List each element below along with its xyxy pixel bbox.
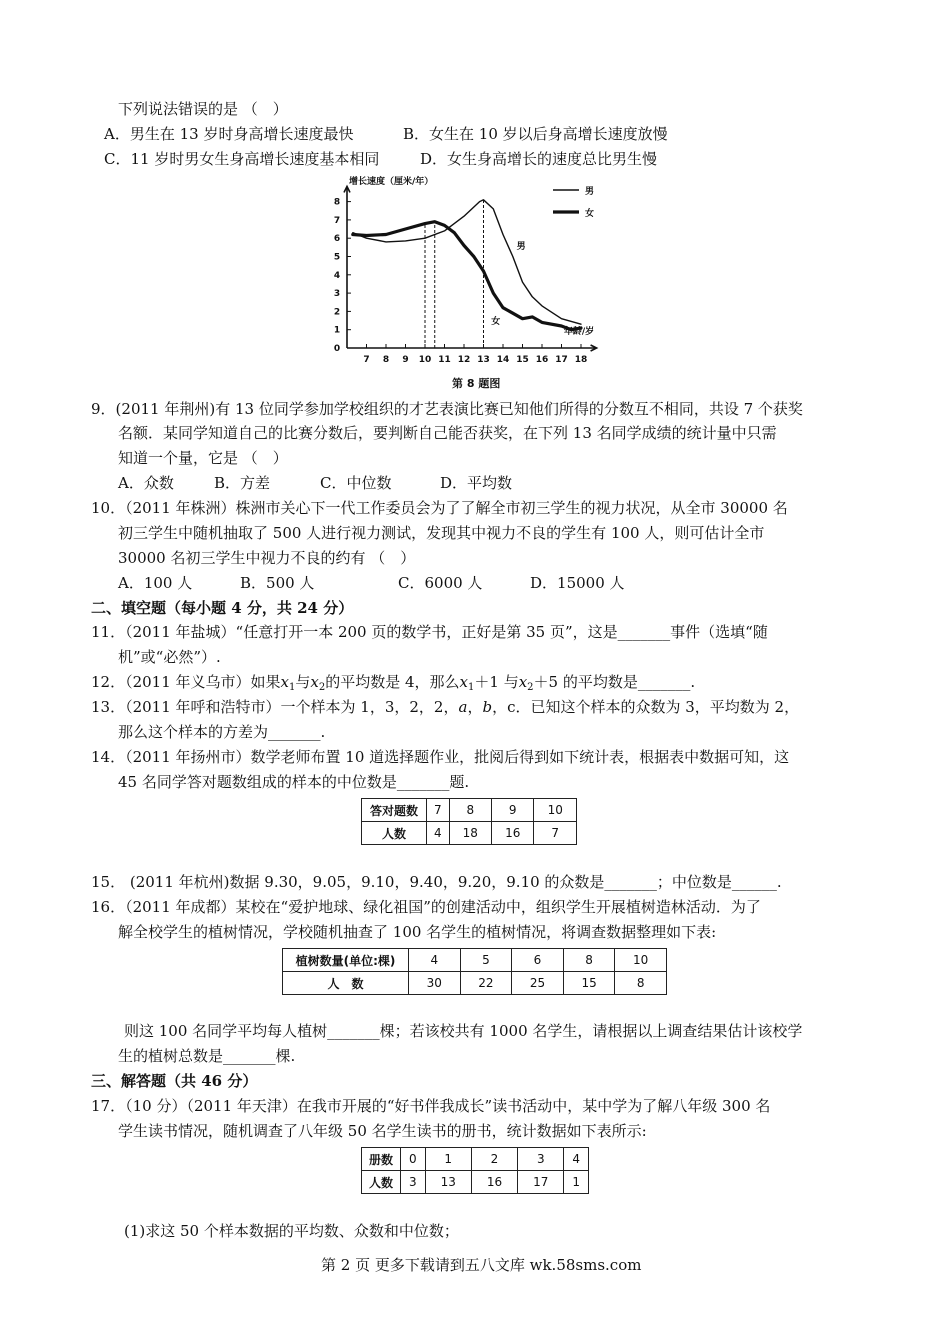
q12-mid3: ＋1 与 — [474, 673, 519, 691]
q9-option-a: A．众数 — [118, 474, 174, 492]
q9-line1: 9．(2011 年荆州)有 13 位同学参加学校组织的才艺表演比赛已知他们所得的分数互不相同，共设 7 个获奖 — [91, 400, 803, 418]
table-cell: 30 — [409, 972, 461, 995]
q12-mid2: 的平均数是 4，那么 — [325, 673, 460, 691]
q12-sub: 2 — [527, 682, 534, 693]
table-cell: 1 — [425, 1148, 471, 1171]
x-tick-label: 9 — [402, 355, 409, 365]
q16-line2: 解全校学生的植树情况，学校随机抽查了 100 名学生的植树情况，将调查数据整理如下表: — [118, 923, 717, 941]
y-tick-label: 2 — [333, 307, 341, 318]
x-tick-label: 11 — [438, 355, 451, 365]
q12-var-x: x — [518, 673, 528, 691]
table-cell: 8 — [449, 799, 491, 822]
annotation-girls: 女 — [491, 317, 501, 328]
annotation-boys: 男 — [516, 242, 526, 253]
y-tick-label: 5 — [333, 252, 341, 263]
q9-option-b: B．方差 — [214, 474, 271, 492]
q9-option-c: C．中位数 — [320, 474, 392, 492]
q10-option-d: D．15000 人 — [530, 574, 625, 592]
x-tick-label: 7 — [363, 355, 370, 365]
x-tick-label: 8 — [382, 355, 390, 365]
table-cell: 1 — [564, 1171, 589, 1194]
q8-option-c: C．11 岁时男女生身高增长速度基本相同 — [104, 150, 380, 168]
q10-line2: 初三学生中随机抽取了 500 人进行视力测试，发现其中视力不良的学生有 100 人，则可估计全市 — [118, 524, 765, 542]
table-cell: 6 — [512, 949, 564, 972]
section-3-title: 三、解答题（共 46 分） — [91, 1072, 258, 1090]
q9-option-d: D．平均数 — [440, 474, 513, 492]
y-tick-label: 3 — [333, 289, 341, 300]
table-cell: 8 — [563, 949, 615, 972]
q14-line1: 14．（2011 年扬州市）数学老师布置 10 道选择题作业，批阅后得到如下统计表，根据表中数据可知，这 — [91, 748, 790, 766]
table-cell: 9 — [492, 799, 534, 822]
q16-line4: 生的植树总数是_______棵. — [118, 1047, 296, 1065]
q13-pre: 13．（2011 年呼和浩特市）一个样本为 1，3，2，2， — [91, 698, 459, 716]
section-2-title: 二、填空题（每小题 4 分，共 24 分） — [91, 599, 354, 617]
table-cell: 植树数量(单位:棵) — [283, 949, 409, 972]
q14-line2: 45 名同学答对题数组成的样本的中位数是_______题. — [118, 773, 470, 791]
q12-sub: 1 — [289, 682, 296, 693]
y-tick-label: 4 — [333, 270, 341, 281]
table-cell: 13 — [425, 1171, 471, 1194]
table-cell: 18 — [449, 822, 491, 845]
y-tick-label: 0 — [333, 344, 341, 354]
q8-option-a: A．男生在 13 岁时身高增长速度最快 — [104, 125, 354, 143]
q13-line2: 那么这个样本的方差为_______. — [118, 723, 326, 741]
q8-option-b: B．女生在 10 岁以后身高增长速度放慢 — [403, 125, 668, 143]
x-axis-label: 年龄/岁 — [563, 327, 595, 337]
q10-line3: 30000 名初三学生中视力不良的约有 （ ） — [118, 549, 416, 567]
x-tick-label: 10 — [418, 355, 432, 365]
table-row — [362, 822, 577, 845]
series-line-girls — [353, 222, 581, 330]
q13-comma: ， — [467, 698, 483, 716]
q8-figure-caption: 第 8 题图 — [452, 377, 501, 390]
q8-growth-chart — [325, 172, 635, 394]
q12-var-x: x — [459, 673, 469, 691]
table-cell: 10 — [534, 799, 577, 822]
q17-line2: 学生读书情况，随机调查了八年级 50 名学生读书的册书，统计数据如下表所示: — [118, 1122, 647, 1140]
q12-sub: 2 — [318, 682, 326, 693]
y-tick-label: 1 — [333, 325, 341, 336]
table-row — [283, 949, 667, 972]
q12-line1 — [91, 672, 695, 698]
series-line-boys — [353, 200, 581, 324]
x-tick-label: 16 — [535, 355, 549, 365]
y-tick-label: 7 — [333, 215, 341, 226]
table-cell: 17 — [518, 1171, 564, 1194]
page-footer: 第 2 页 更多下载请到五八文库 wk.58sms.com — [321, 1256, 642, 1274]
q16-line1: 16．（2011 年成都）某校在“爱护地球、绿化祖国”的创建活动中，组织学生开展植树造林活动．为了 — [91, 898, 761, 916]
table-cell: 4 — [409, 949, 461, 972]
q17-sub1: (1)求这 50 个样本数据的平均数、众数和中位数； — [124, 1222, 459, 1240]
q12-pre: 12．（2011 年义乌市）如果 — [91, 673, 281, 691]
q16-line3: 则这 100 名同学平均每人植树_______棵；若该校共有 1000 名学生，请根据以上调查结果估计该校学 — [124, 1022, 803, 1040]
table-cell: 答对题数 — [362, 799, 427, 822]
table-cell: 4 — [427, 822, 450, 845]
q10-option-a: A．100 人 — [118, 574, 193, 592]
q13-line1 — [91, 697, 799, 717]
table-cell: 人数 — [362, 822, 427, 845]
q12-post: ＋5 的平均数是_______. — [533, 673, 696, 691]
q8-stem: 下列说法错误的是 （ ） — [118, 100, 288, 118]
q9-line3: 知道一个量，它是 （ ） — [118, 449, 288, 467]
table-cell: 人数 — [362, 1171, 401, 1194]
table-cell: 7 — [427, 799, 450, 822]
table-cell: 22 — [460, 972, 512, 995]
table-cell: 册数 — [362, 1148, 401, 1171]
x-tick-label: 14 — [496, 355, 510, 365]
y-tick-label: 8 — [333, 197, 341, 208]
q8-option-d: D．女生身高增长的速度总比男生慢 — [420, 150, 658, 168]
table-cell: 2 — [471, 1148, 517, 1171]
q13-var-b: b — [482, 698, 493, 716]
q12-var-x: x — [280, 673, 289, 691]
x-tick-label: 12 — [457, 355, 471, 365]
q17-line1: 17．（10 分）（2011 年天津）在我市开展的“好书伴我成长”读书活动中，某中学为了解八年级 300 名 — [91, 1097, 771, 1115]
table-cell: 15 — [563, 972, 615, 995]
x-tick-label: 17 — [555, 355, 568, 365]
q11-line1: 11．（2011 年盐城）“任意打开一本 200 页的数学书，正好是第 35 页”，这是_______事件（选填“随 — [91, 623, 768, 641]
y-tick-label: 6 — [333, 234, 341, 245]
legend-label: 女 — [585, 209, 595, 219]
table-row — [362, 1148, 589, 1171]
table-cell: 10 — [615, 949, 667, 972]
q9-line2: 名额．某同学知道自己的比赛分数后，要判断自己能否获奖，在下列 13 名同学成绩的统计量中只需 — [118, 424, 777, 442]
x-tick-label: 18 — [574, 355, 588, 365]
table-cell: 5 — [460, 949, 512, 972]
table-cell: 人 数 — [283, 972, 409, 995]
q10-option-c: C．6000 人 — [398, 574, 483, 592]
x-tick-label: 15 — [516, 355, 529, 365]
legend-label: 男 — [585, 187, 595, 197]
q12-mid1: 与 — [295, 673, 311, 691]
table-cell: 4 — [564, 1148, 589, 1171]
q12-sub: 1 — [468, 682, 475, 693]
x-tick-label: 13 — [477, 355, 490, 365]
table-cell: 3 — [401, 1171, 426, 1194]
table-cell: 16 — [471, 1171, 517, 1194]
q13-var-a: a — [458, 698, 468, 716]
q14-table — [361, 798, 577, 845]
table-cell: 25 — [512, 972, 564, 995]
table-cell: 7 — [534, 822, 577, 845]
q13-post: ，c．已知这个样本的众数为 3，平均数为 2， — [492, 698, 800, 716]
y-axis-label: 增长速度（厘米/年） — [349, 177, 434, 187]
table-row — [362, 799, 577, 822]
table-cell: 16 — [492, 822, 534, 845]
q16-table — [282, 948, 667, 995]
q17-table — [361, 1147, 589, 1194]
q12-var-x: x — [310, 673, 319, 691]
q10-option-b: B．500 人 — [240, 574, 315, 592]
table-cell: 0 — [401, 1148, 426, 1171]
q11-line2: 机”或“必然”）. — [118, 648, 221, 666]
q10-line1: 10．（2011 年株洲）株洲市关心下一代工作委员会为了了解全市初三学生的视力状况，从全市 30000 名 — [91, 499, 788, 517]
table-row — [362, 1171, 589, 1194]
table-row — [283, 972, 667, 995]
q15-line1: 15． (2011 年杭州)数据 9.30，9.05，9.10，9.40，9.20，9.10 的众数是_______；中位数是______. — [91, 873, 782, 891]
table-cell: 8 — [615, 972, 667, 995]
table-cell: 3 — [518, 1148, 564, 1171]
